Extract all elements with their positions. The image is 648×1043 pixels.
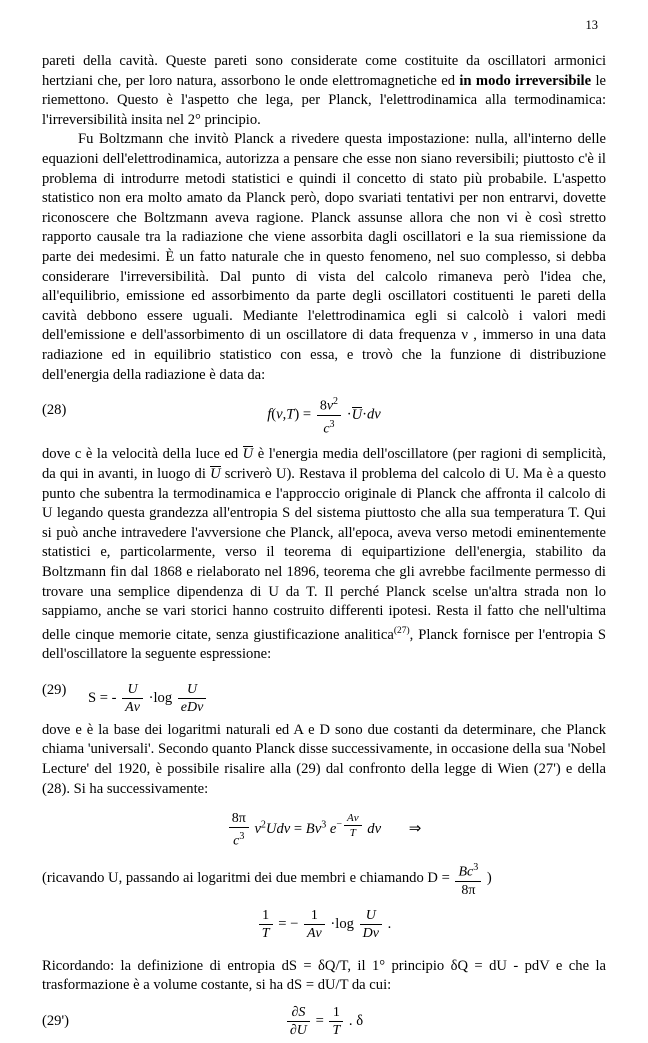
equation-29-block xyxy=(42,674,606,715)
equation-invT-fraction-3: $\frac{U}{D\nu}$ xyxy=(360,908,382,941)
page-number: 13 xyxy=(585,18,598,32)
paragraph-5-text-b: ) xyxy=(483,870,492,887)
equation-29p-fraction-2: $\frac{1}{T}$ xyxy=(329,1005,343,1038)
equation-28-tag: (28) xyxy=(42,402,67,419)
paragraph-1-bold: in modo irreversibile xyxy=(459,72,592,89)
equation-28-math: f(ν,T) = $\frac{8\nu^2}{c^3}$ ·U·dν xyxy=(267,396,381,437)
equation-invT-fraction-1: $\frac{1}{T}$ xyxy=(259,908,273,941)
paragraph-1-text-b: le riemettono. Questo è l'aspetto che lega, per Planck, l'elettrodinamica alla termodinamica: l'irreversibilità insita nel 2° principio. xyxy=(42,72,606,128)
equation-29-tag: (29) xyxy=(42,681,67,698)
paragraph-3 xyxy=(42,445,606,664)
equation-28-body xyxy=(42,394,606,436)
paragraph-3-text-b: è l'energia media dell'oscillatore (per ragioni di semplicità, da qui in avanti, in luogo di xyxy=(42,446,606,482)
equation-wien-body xyxy=(42,811,606,849)
equation-D-inline: $\frac{Bc^3}{8\pi}$ xyxy=(455,860,481,898)
u-bar-symbol-2: U xyxy=(210,466,221,482)
equation-29p-block xyxy=(42,1005,606,1043)
equation-invT-fraction-2: $\frac{1}{A\nu}$ xyxy=(304,908,325,941)
paragraph-1-text-a: pareti della cavità. Queste pareti sono considerate come costituite da oscillatori armonici hertziani che, per loro natura, assorbono le onde elettromagnetiche ed xyxy=(42,53,606,89)
equation-29p-fraction-1: $\frac{\partial S}{\partial U}$ xyxy=(287,1005,310,1038)
equation-29p-tag: (29') xyxy=(42,1013,69,1030)
footnote-ref-27: (27) xyxy=(393,625,410,636)
paragraph-3-text-a: dove c è la velocità della luce ed xyxy=(42,446,243,463)
paragraph-6: Ricordando: la definizione di entropia dS = δQ/T, il 1° principio δQ = dU - pdV e che la trasformazione è a volume costante, si ha dS = dU/T da cui: xyxy=(42,957,606,994)
equation-wien-math: $\frac{8\pi}{c^3}$ $\nu^2Ud\nu = B\nu^3$ $e^{- \frac{A\nu}{T}}$ dν ⇒ xyxy=(227,811,422,849)
paragraph-2: Fu Boltzmann che invitò Planck a rivedere questa impostazione: nulla, all'interno delle equazioni dell'elettrodinamica, autorizza a pensare che esse non siano reversibili; piuttosto c'è il problema di introdurre metodi statistici e quindi il concetto di stato più probabile. L'aspetto statistico non era molto amato da Planck però, dopo svariati tentativi per non entrarvi, dovette riconoscere che Boltzmann aveva ragione. Planck assunse allora che non vi è così stretto rapporto causale tra la radiazione che viene assorbita dagli oscillatori e la sua riemissione da parte dei medesimi. È un fatto naturale che in questo fenomeno, nel suo complesso, si debba considerare l'irreversibilità. Dal punto di vista del calcolo rimaneva però l'idea che, all'equilibrio, emissione ed assorbimento da parte degli oscillatori costituenti le pareti della cavità debbono essere uguali. Mediante l'elettrodinamica egli si calcolò i valori medi dell'emissione e dell'assorbimento di un oscillatore di data frequenza ν , immerso in una data radiazione ed in equilibrio statistico con essa, e trovò che la funzione di distribuzione dell'energia della radiazione è data da: xyxy=(42,131,606,383)
equation-wien-fraction: $\frac{8\pi}{c^3}$ xyxy=(229,811,249,849)
paragraph-5 xyxy=(42,860,606,898)
equation-29p-body xyxy=(42,1005,606,1038)
equation-29-math: S = - $\frac{U}{A\nu}$ ·log $\frac{U}{\text{eDν}}$ xyxy=(88,682,208,715)
implies-arrow: ⇒ xyxy=(408,821,422,838)
equation-invT-block xyxy=(42,908,606,948)
equation-29p-math: $\frac{\partial S}{\partial U}$ = $\frac{1}{T}$ . δ xyxy=(285,1005,363,1038)
paragraph-3-text-d: , Planck fornisce per l'entropia S dell'oscillatore la seguente espressione: xyxy=(42,626,606,663)
paragraph-3-text-c: scriverò U). Restava il problema del calcolo di U. Ma è a questo punto che subentra la termodinamica e l'approccio originale di Planck che affronta il calcolo di U legando questa grandezza all'entropia S del sistema piuttosto che alla sua temperatura T. Qui si può anche intravedere l'avversione che Planck, all'epoca, aveva verso metodi eminentemente statistici e, particolarmente, verso il teorema di equipartizione dell'energia, stabilito da Boltzmann fin dal 1868 e rielaborato nel 1896, teorema che gli avrebbe facilmente permesso di trovare una semplice dipendenza di U da T. Il perché Planck scelse un'altra strada non lo sappiamo, anche se vari storici hanno costruito differenti ipotesi. Resta il fatto che nell'ultima delle cinque memorie citate, senza giustificazione analitica xyxy=(42,466,606,643)
u-bar-symbol-1: U xyxy=(242,446,254,463)
equation-wien-block xyxy=(42,811,606,851)
paragraph-1 xyxy=(42,52,606,130)
equation-29-fraction-1: $\frac{U}{A\nu}$ xyxy=(122,682,143,715)
equation-invT-math: $\frac{1}{T}$ = − $\frac{1}{A\nu}$ ·log $\frac{U}{D\nu}$ . xyxy=(257,908,391,941)
equation-29-fraction-2: $\frac{U}{\text{eDν}}$ xyxy=(178,682,207,715)
paragraph-5-text-a: (ricavando U, passando ai logaritmi dei due membri e chiamando D = xyxy=(42,870,454,887)
equation-invT-body xyxy=(42,908,606,941)
equation-28-fraction: $\frac{8\nu^2}{c^3}$ xyxy=(317,394,341,436)
paragraph-4: dove e è la base dei logaritmi naturali ed A e D sono due costanti da determinare, che Planck chiama 'universali'. Secondo quanto Planck disse successivamente, in occasione della sua 'Nobel Lecture' del 1920, è possibile risalire alla (29) dal confronto della legge di Wien (27') e della (28). Si ha successivamente: xyxy=(42,721,606,797)
equation-28-block xyxy=(42,394,606,436)
